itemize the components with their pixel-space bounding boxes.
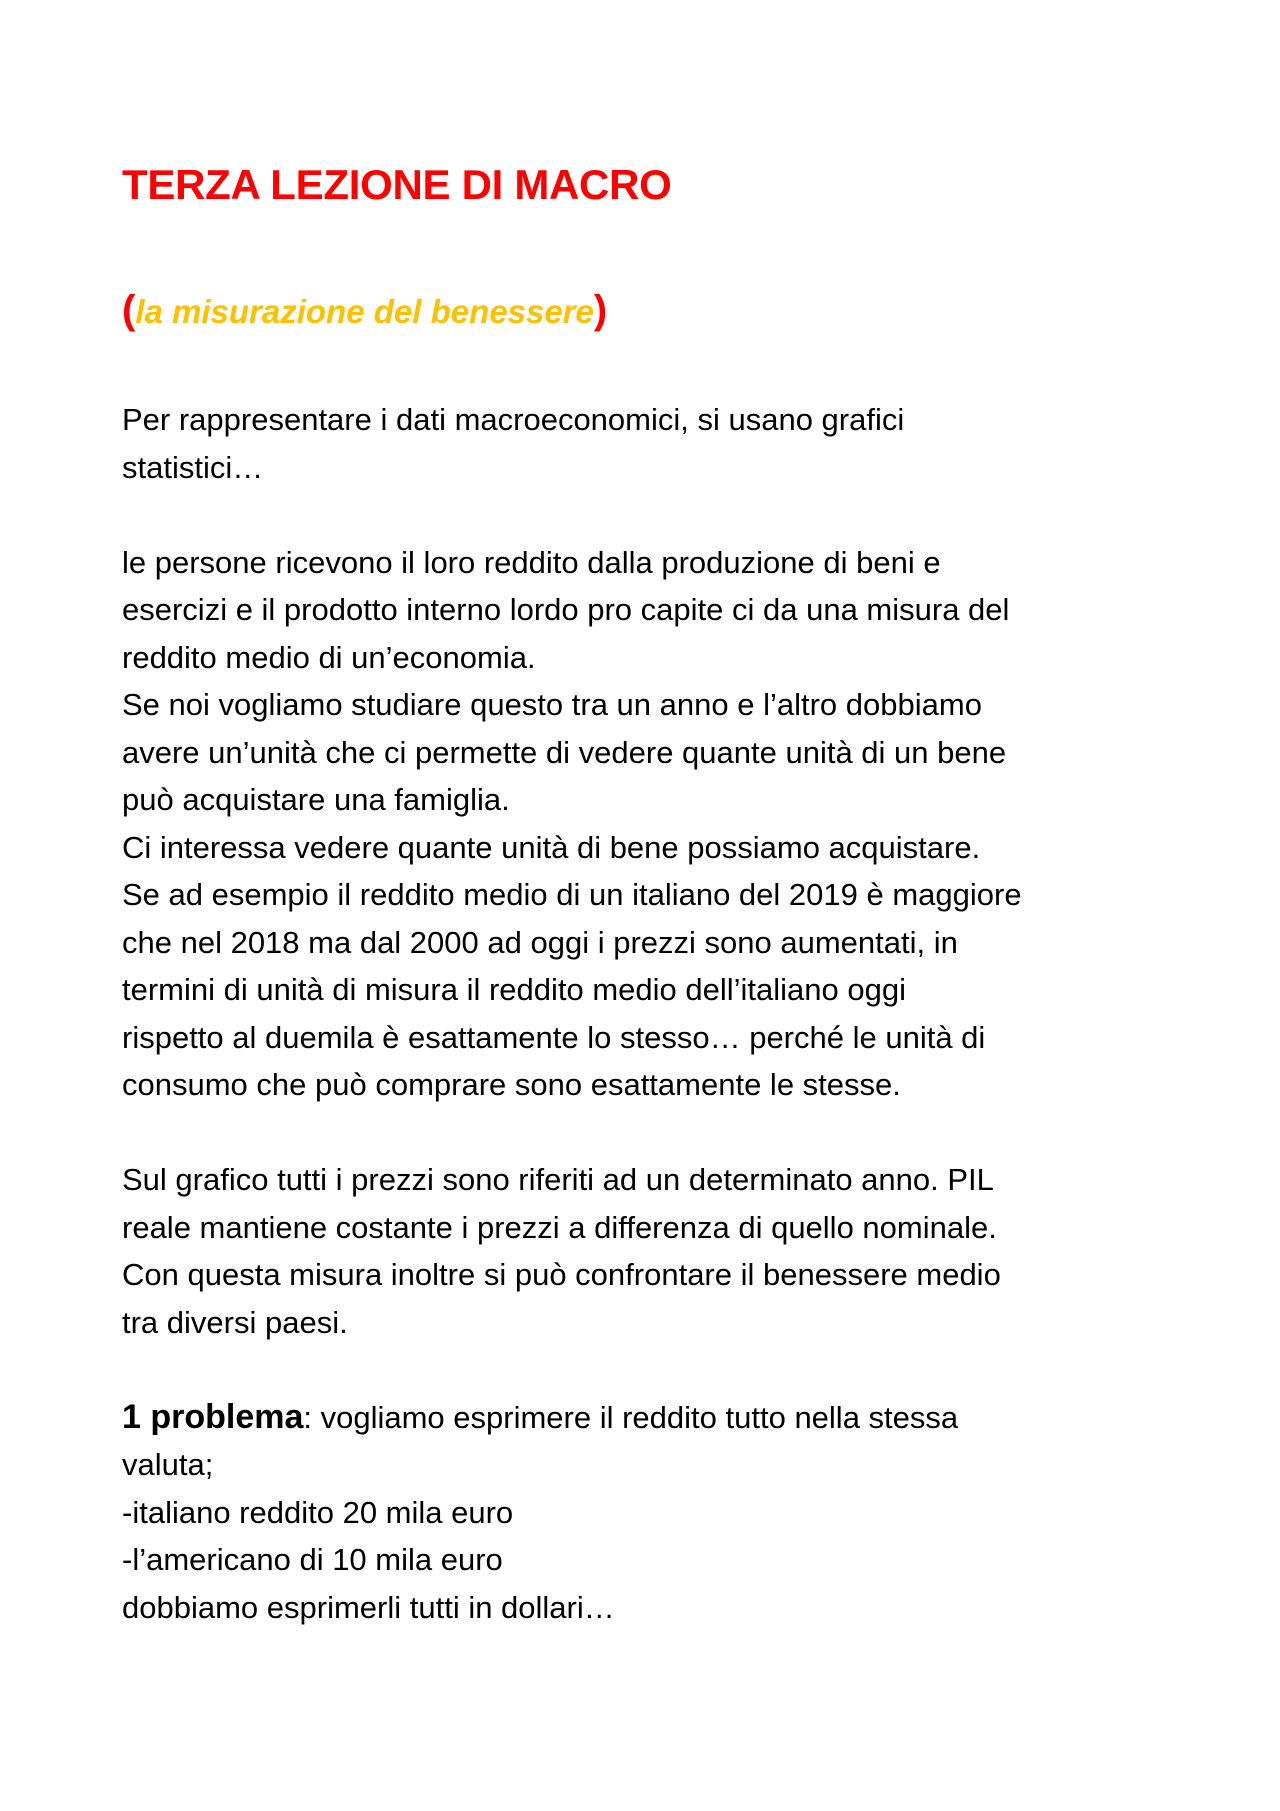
subtitle-open-paren: ( (122, 288, 136, 333)
text-line: Con questa misura inoltre si può confrontare il benessere medio (122, 1257, 1001, 1293)
paragraph-problem-1 (122, 1394, 1182, 1632)
text-line: può acquistare una famiglia. (122, 782, 510, 818)
text-line: dobbiamo esprimerli tutti in dollari… (122, 1589, 615, 1625)
text-line: consumo che può comprare sono esattamente le stesse. (122, 1067, 901, 1103)
text-line: che nel 2018 ma dal 2000 ad oggi i prezzi sono aumentati, in (122, 924, 958, 960)
text-line: Sul grafico tutti i prezzi sono riferiti ad un determinato anno. PIL (122, 1162, 994, 1198)
problem-lead-text: : vogliamo esprimere il reddito tutto nella stessa (303, 1399, 959, 1435)
text-line: Per rappresentare i dati macroeconomici, si usano grafici (122, 402, 905, 438)
text-line: tra diversi paesi. (122, 1304, 348, 1340)
paragraph-real-gdp (122, 1156, 1182, 1346)
subtitle-text: la misurazione del benessere (135, 293, 594, 331)
text-line: Se ad esempio il reddito medio di un italiano del 2019 è maggiore (122, 877, 1022, 913)
subtitle-close-paren: ) (593, 288, 608, 333)
paragraph-income (122, 539, 1182, 1109)
paragraph-intro (122, 396, 1182, 491)
text-line: statistici… (122, 449, 264, 485)
text-line: valuta; (122, 1447, 214, 1483)
text-line: -l’americano di 10 mila euro (122, 1542, 503, 1578)
text-line: -italiano reddito 20 mila euro (122, 1494, 514, 1530)
text-line: avere un’unità che ci permette di vedere quante unità di un bene (122, 734, 1007, 770)
text-line: termini di unità di misura il reddito medio dell’italiano oggi (122, 972, 907, 1008)
text-line: rispetto al duemila è esattamente lo stesso… perché le unità di (122, 1019, 986, 1055)
document-content (122, 160, 1182, 1631)
text-line: Se noi vogliamo studiare questo tra un anno e l’altro dobbiamo (122, 687, 982, 723)
text-line: le persone ricevono il loro reddito dalla produzione di beni e (122, 544, 941, 580)
text-line: Ci interessa vedere quante unità di bene possiamo acquistare. (122, 829, 981, 865)
page-subtitle (122, 286, 1182, 334)
text-line: reale mantiene costante i prezzi a differenza di quello nominale. (122, 1209, 997, 1245)
problem-label: 1 problema (122, 1397, 304, 1436)
text-line: reddito medio di un’economia. (122, 639, 536, 675)
text-line (122, 1394, 1182, 1442)
text-line: esercizi e il prodotto interno lordo pro capite ci da una misura del (122, 592, 1010, 628)
page-title: TERZA LEZIONE DI MACRO (122, 161, 672, 208)
